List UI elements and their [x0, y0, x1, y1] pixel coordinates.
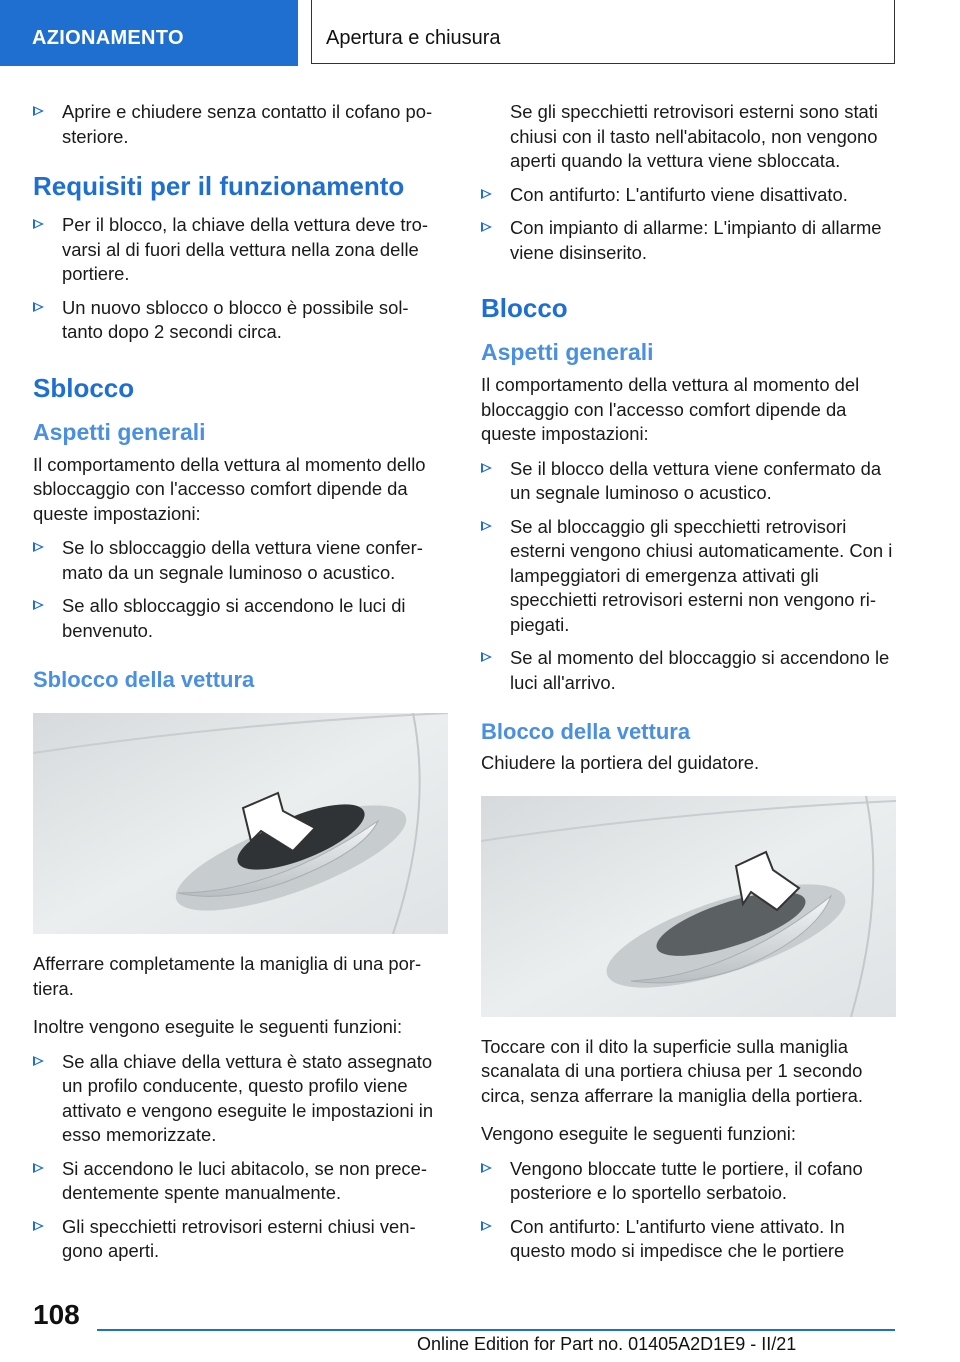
list-item: Aprire e chiudere senza contatto il cofano po‐steriore.: [33, 100, 448, 149]
list-item: Con antifurto: L'antifurto viene attivato. In questo modo si impedisce che le portiere: [481, 1215, 896, 1264]
triangle-bullet-icon: [33, 1163, 44, 1173]
chapter-title: Apertura e chiusura: [311, 0, 895, 64]
triangle-bullet-icon: [481, 521, 492, 531]
list-item: Gli specchietti retrovisori esterni chiusi ven‐gono aperti.: [33, 1215, 448, 1264]
heading-requisiti: Requisiti per il funzionamento: [33, 171, 405, 201]
door-handle-figure: [33, 713, 448, 934]
triangle-bullet-icon: [33, 302, 44, 312]
list-item: Con antifurto: L'antifurto viene disattivato.: [481, 183, 896, 208]
paragraph: Vengono eseguite le seguenti funzioni:: [481, 1123, 796, 1144]
list-item: Se allo sbloccaggio si accendono le luci di benvenuto.: [33, 594, 448, 643]
door-handle-figure: [481, 796, 896, 1017]
footer-divider: [97, 1329, 895, 1331]
triangle-bullet-icon: [33, 106, 44, 116]
list-item: Un nuovo sblocco o blocco è possibile sol‐tanto dopo 2 secondi circa.: [33, 296, 448, 345]
heading-sblocco: Sblocco: [33, 372, 135, 403]
list-item: Per il blocco, la chiave della vettura deve tro‐varsi al di fuori della vettura nella zona delle portiere.: [33, 213, 448, 287]
triangle-bullet-icon: [33, 1221, 44, 1231]
list-item: Se al bloccaggio gli specchietti retrovisori esterni vengono chiusi automaticamente. Con i lampeggiatori di emergenza attivati gli specchietti retrovisori esterni non vengono ri‐piegati.: [481, 515, 896, 638]
triangle-bullet-icon: [481, 222, 492, 232]
triangle-bullet-icon: [481, 652, 492, 662]
list-item: Vengono bloccate tutte le portiere, il cofano posteriore e lo sportello serbatoio.: [481, 1157, 896, 1206]
list-item: Si accendono le luci abitacolo, se non prece‐dentemente spente manualmente.: [33, 1157, 448, 1206]
section-tab: AZIONAMENTO: [0, 0, 298, 66]
door-handle-illustration: [33, 713, 448, 934]
door-handle-illustration: [481, 796, 896, 1017]
triangle-bullet-icon: [481, 1221, 492, 1231]
heading-blocco-vettura: Blocco della vettura: [481, 719, 691, 744]
paragraph: Il comportamento della vettura al momento del bloccaggio con l'accesso comfort dipende da queste impostazioni:: [481, 374, 860, 444]
triangle-bullet-icon: [33, 1056, 44, 1066]
list-item-continued: Se gli specchietti retrovisori esterni sono stati chiusi con il tasto nell'abitacolo, non vengono aperti quando la vettura viene sbloccata.: [510, 101, 878, 171]
list-item: Se il blocco della vettura viene confermato da un segnale luminoso o acustico.: [481, 457, 896, 506]
list-item: Con impianto di allarme: L'impianto di allarme viene disinserito.: [481, 216, 896, 265]
heading-aspetti-generali: Aspetti generali: [481, 339, 654, 365]
list-item: Se alla chiave della vettura è stato assegnato un profilo conducente, questo profilo viene attivato e vengono eseguite le impostazioni in esso memorizzate.: [33, 1050, 448, 1148]
triangle-bullet-icon: [33, 542, 44, 552]
left-column: [33, 100, 448, 1273]
paragraph: Il comportamento della vettura al momento dello sbloccaggio con l'accesso comfort dipende da queste impostazioni:: [33, 453, 426, 524]
paragraph: Chiudere la portiera del guidatore.: [481, 752, 760, 773]
triangle-bullet-icon: [481, 189, 492, 199]
heading-sblocco-vettura: Sblocco della vettura: [33, 667, 255, 692]
list-item: Se al momento del bloccaggio si accendono le luci all'arrivo.: [481, 646, 896, 695]
edition-note: Online Edition for Part no. 01405A2D1E9 - II/21: [417, 1334, 797, 1354]
triangle-bullet-icon: [33, 219, 44, 229]
list-item: Se lo sbloccaggio della vettura viene confer‐mato da un segnale luminoso o acustico.: [33, 536, 448, 585]
heading-aspetti-generali: Aspetti generali: [33, 418, 206, 445]
paragraph: Toccare con il dito la superficie sulla maniglia scanalata di una portiera chiusa per 1 secondo circa, senza afferrare la maniglia della portiera.: [481, 1035, 863, 1106]
heading-blocco: Blocco: [481, 293, 568, 323]
page-header: [0, 0, 960, 66]
triangle-bullet-icon: [481, 463, 492, 473]
triangle-bullet-icon: [33, 600, 44, 610]
paragraph: Inoltre vengono eseguite le seguenti funzioni:: [33, 1016, 403, 1037]
paragraph: Afferrare completamente la maniglia di una por‐tiera.: [33, 953, 422, 999]
triangle-bullet-icon: [481, 1163, 492, 1173]
page-number: 108: [33, 1299, 80, 1330]
right-column: [481, 100, 896, 1273]
